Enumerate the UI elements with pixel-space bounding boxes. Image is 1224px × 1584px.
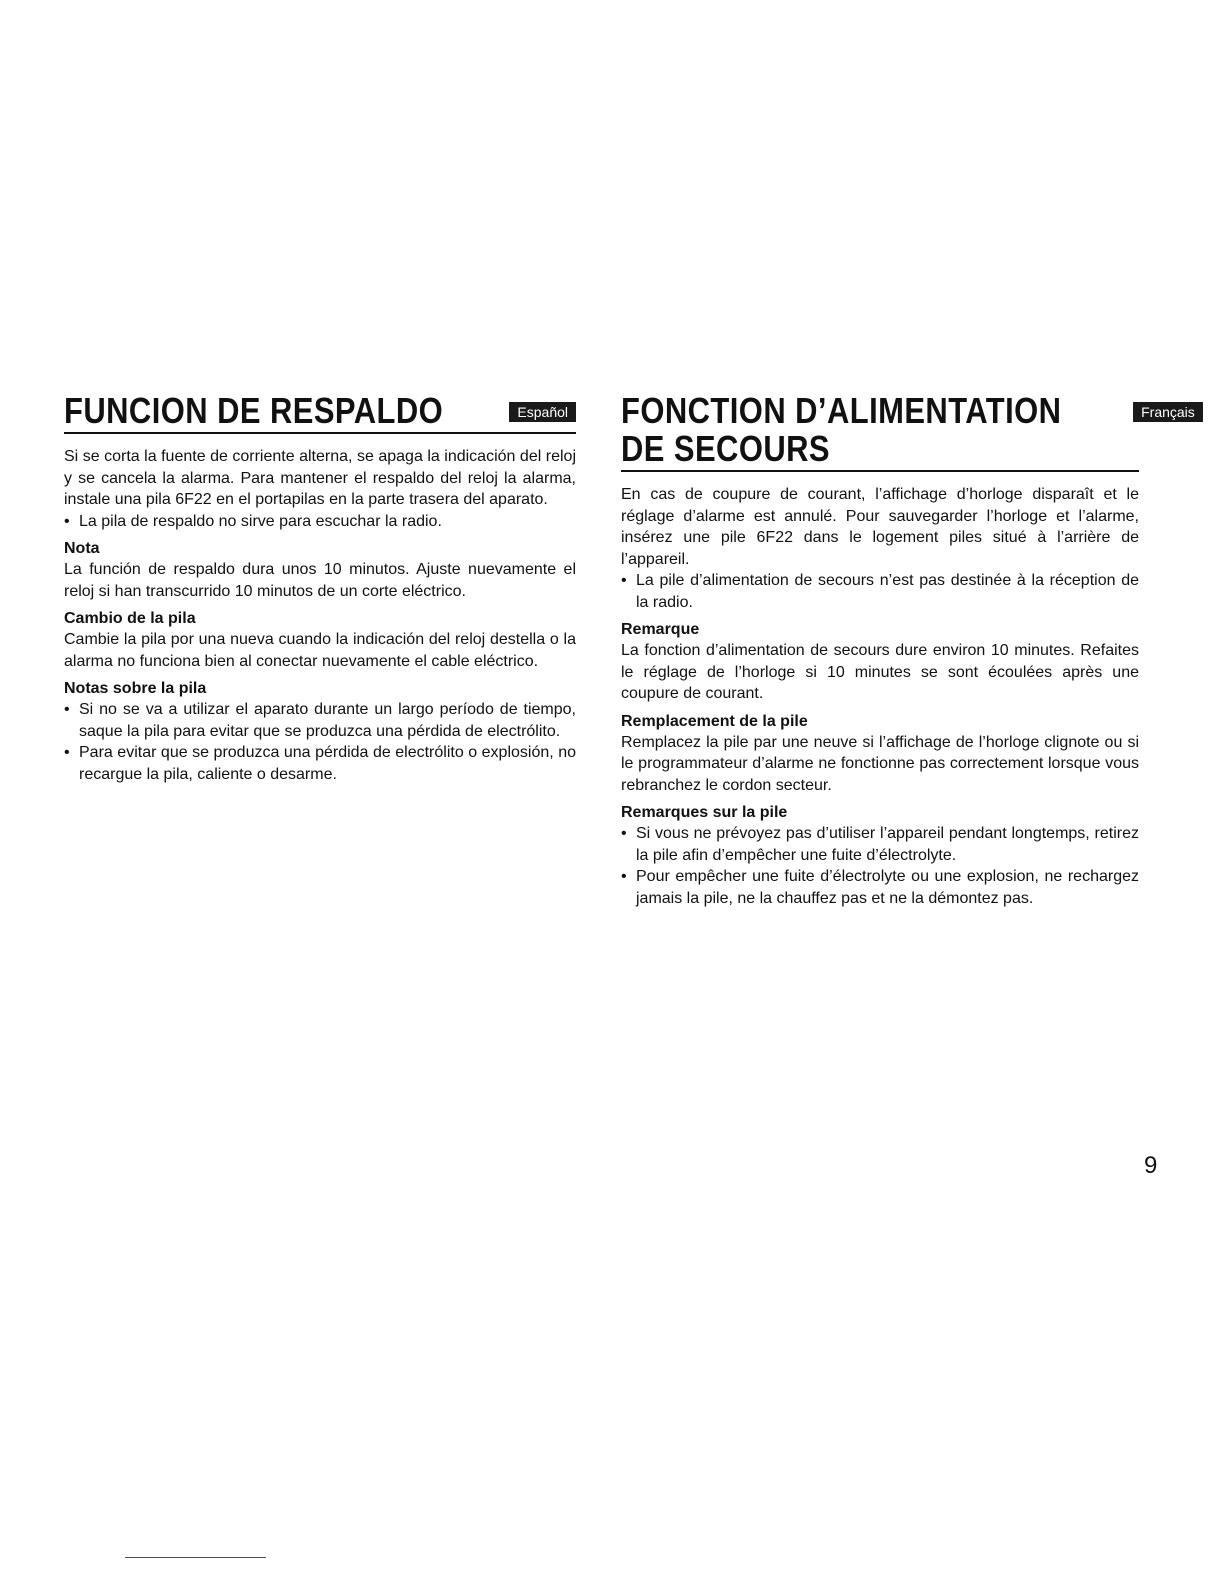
footer-divider xyxy=(125,1557,266,1558)
spanish-nota-heading: Nota xyxy=(64,540,100,557)
french-remarques-heading: Remarques sur la pile xyxy=(621,804,788,821)
french-remplacement-text: Remplacez la pile par une neuve si l’affichage de l’horloge clignote ou si le programmateur d’alarme ne fonctionne pas correctement lorsque vous rebranchez le cordon secteur. xyxy=(621,733,1139,794)
spanish-cambio-text: Cambie la pila por una nueva cuando la indicación del reloj destella o la alarma no funciona bien al conectar nuevamente el cable eléctrico. xyxy=(64,631,576,670)
page-number: 9 xyxy=(1144,1152,1158,1179)
list-item: • La pile d’alimentation de secours n’est pas destinée à la réception de la radio. xyxy=(621,570,1139,613)
french-remarques-bullets xyxy=(621,823,1139,909)
spanish-section xyxy=(64,392,576,785)
spanish-intro: Si se corta la fuente de corriente alterna, se apaga la indicación del reloj y se cancela la alarma. Para mantener el respaldo del reloj la alarma, instale una pila 6F22 en el portapilas en la parte trasera del aparato. xyxy=(64,448,576,508)
french-title-block xyxy=(621,390,1195,472)
list-item: • Si no se va a utilizar el aparato durante un largo período de tiempo, saque la pila para evitar que se produzca una pérdida de electrólito. xyxy=(64,699,576,742)
list-item: • La pila de respaldo no sirve para escuchar la radio. xyxy=(64,511,576,533)
list-item: • Pour empêcher une fuite d’électrolyte ou une explosion, ne rechargez jamais la pile, ne la chauffez pas et ne la démontez pas. xyxy=(621,866,1139,909)
list-item: • Si vous ne prévoyez pas d’utiliser l’appareil pendant longtemps, retirez la pile afin d’empêcher une fuite d’électrolyte. xyxy=(621,823,1139,866)
spanish-notas-bullets xyxy=(64,699,576,785)
list-item: • Para evitar que se produzca una pérdida de electrólito o explosión, no recargue la pila, caliente o desarme. xyxy=(64,742,576,785)
french-remarque-text: La fonction d’alimentation de secours dure environ 10 minutes. Refaites le réglage de l’horloge si 10 minutes se sont écoulées après une coupure de courant. xyxy=(621,642,1139,702)
french-language-badge: Français xyxy=(1133,402,1203,422)
spanish-cambio-heading: Cambio de la pila xyxy=(64,610,196,627)
french-section xyxy=(621,390,1195,909)
spanish-title-block xyxy=(64,392,576,434)
french-remplacement-heading: Remplacement de la pile xyxy=(621,712,808,730)
french-title-line2: DE SECOURS xyxy=(621,428,831,469)
french-remarque-heading: Remarque xyxy=(621,621,700,638)
spanish-intro-bullets xyxy=(64,511,576,533)
spanish-language-badge: Español xyxy=(509,402,576,422)
french-intro: En cas de coupure de courant, l’affichage d’horloge disparaît et le réglage d’alarme est annulé. Pour sauvegarder l’horloge et l’alarme, insérez une pile 6F22 dans le logement piles situé à l’arrière de l’appareil. xyxy=(621,486,1139,568)
french-intro-bullets xyxy=(621,570,1139,613)
french-title-line1: FONCTION D’ALIMENTATION xyxy=(621,390,1062,431)
spanish-notas-heading: Notas sobre la pila xyxy=(64,680,207,697)
spanish-nota-text: La función de respaldo dura unos 10 minutos. Ajuste nuevamente el reloj si han transcurrido 10 minutos de un corte eléctrico. xyxy=(64,561,576,600)
spanish-title: FUNCION DE RESPALDO xyxy=(64,390,444,431)
